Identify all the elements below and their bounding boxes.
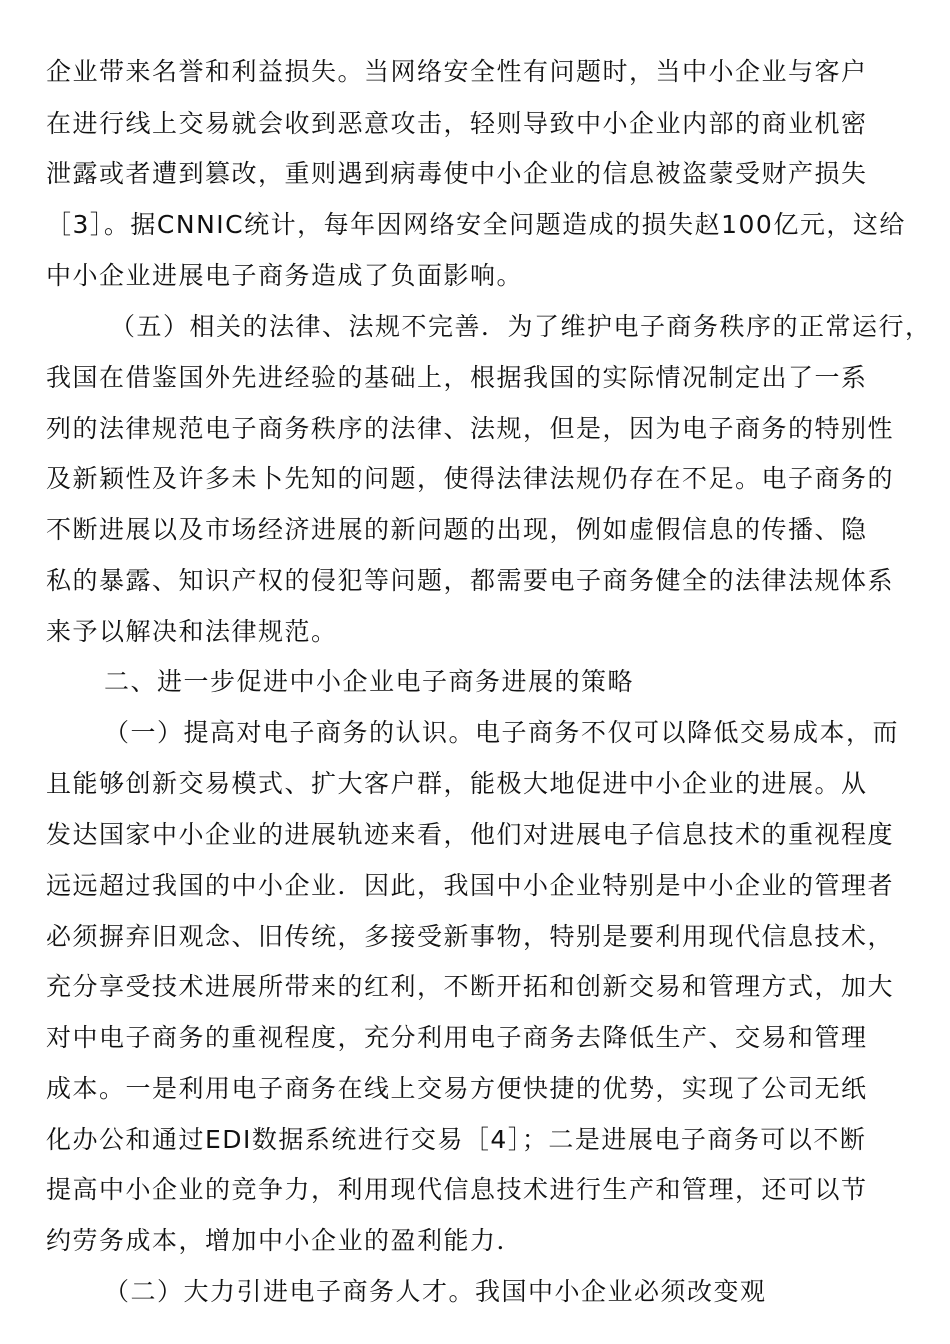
text-line: 不断进展以及市场经济进展的新问题的出现，例如虚假信息的传播、隐 bbox=[46, 515, 868, 544]
text-line: 约劳务成本，增加中小企业的盈利能力． bbox=[46, 1226, 524, 1255]
text-line: 在进行线上交易就会收到恶意攻击，轻则导致中小企业内部的商业机密 bbox=[46, 109, 868, 138]
text-line: 充分享受技术进展所带来的红利，不断开拓和创新交易和管理方式，加大 bbox=[46, 972, 895, 1001]
text-line: 发达国家中小企业的进展轨迹来看，他们对进展电子信息技术的重视程度 bbox=[46, 820, 895, 849]
text-line: 成本。一是利用电子商务在线上交易方便快捷的优势，实现了公司无纸 bbox=[46, 1074, 868, 1103]
text-line: 列的法律规范电子商务秩序的法律、法规，但是，因为电子商务的特别性 bbox=[46, 414, 895, 443]
text-line: 中小企业进展电子商务造成了负面影响。 bbox=[46, 261, 524, 290]
text-line: 私的暴露、知识产权的侵犯等问题，都需要电子商务健全的法律法规体系 bbox=[46, 566, 895, 595]
text-line: 我国在借鉴国外先进经验的基础上，根据我国的实际情况制定出了一系 bbox=[46, 363, 868, 392]
text-line: 且能够创新交易模式、扩大客户群，能极大地促进中小企业的进展。从 bbox=[46, 769, 868, 798]
text-line: 必须摒弃旧观念、旧传统，多接受新事物，特别是要利用现代信息技术， bbox=[46, 922, 895, 951]
text-line: 对中电子商务的重视程度，充分利用电子商务去降低生产、交易和管理 bbox=[46, 1023, 868, 1052]
text-line: 泄露或者遭到篡改，重则遇到病毒使中小企业的信息被盗蒙受财产损失 bbox=[46, 159, 868, 188]
section-heading-5: （五）相关的法律、法规不完善．为了维护电子商务秩序的正常运行， bbox=[110, 312, 932, 341]
text-line: 来予以解决和法律规范。 bbox=[46, 617, 338, 646]
text-line: 化办公和通过EDI数据系统进行交易［4］；二是进展电子商务可以不断 bbox=[46, 1125, 867, 1154]
text-line: 及新颖性及许多未卜先知的问题，使得法律法规仍存在不足。电子商务的 bbox=[46, 464, 895, 493]
section-heading-2: 二、进一步促进中小企业电子商务进展的策略 bbox=[104, 667, 635, 696]
text-line: 提高中小企业的竞争力，利用现代信息技术进行生产和管理，还可以节 bbox=[46, 1175, 868, 1204]
section-heading-2-sub: （二）大力引进电子商务人才。我国中小企业必须改变观 bbox=[104, 1277, 767, 1306]
text-line: 企业带来名誉和利益损失。当网络安全性有问题时，当中小企业与客户 bbox=[46, 57, 868, 86]
text-line: ［3］。据CNNIC统计，每年因网络安全问题造成的损失赵100亿元，这给 bbox=[46, 210, 906, 239]
section-heading-1: （一）提高对电子商务的认识。电子商务不仅可以降低交易成本，而 bbox=[104, 718, 900, 747]
text-line: 远远超过我国的中小企业．因此，我国中小企业特别是中小企业的管理者 bbox=[46, 871, 895, 900]
